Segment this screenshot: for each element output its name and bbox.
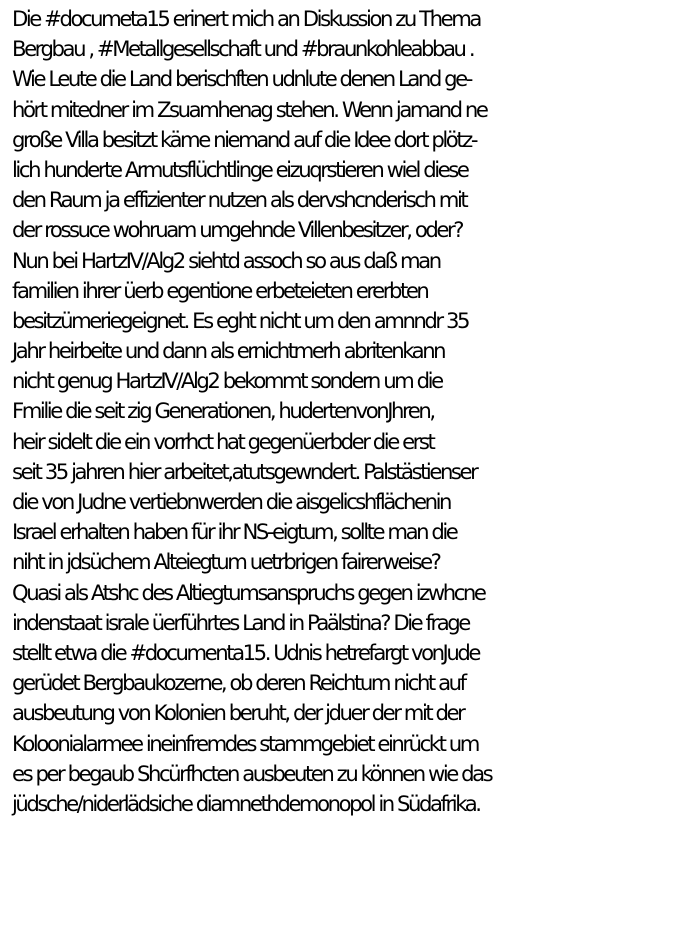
text-line: gerüdet Bergbaukozerne, ob deren Reichtum nicht auf: [12, 670, 465, 696]
text-line: den Raum ja effizienter nutzen als dervshcnderisch mit: [12, 187, 467, 213]
text-line: Fmilie die seit zig Generationen, hudertenvonJhren,: [12, 398, 434, 424]
text-line: Israel erhalten haben für ihr NS-eigtum, sollte man die: [12, 519, 457, 545]
text-line: familien ihrer üerb egentione erbeteieten ererbten: [12, 277, 428, 303]
text-line: Bergbau , #Metallgesellschaft und #braunkohleabbau .: [12, 36, 474, 62]
text-line: hört mitedner im Zsuamhenag stehen. Wenn jamand ne: [12, 96, 487, 122]
text-line: große Villa besitzt käme niemand auf die Idee dort plötz-: [12, 126, 477, 152]
document-page: [12, 4, 682, 819]
text-line: besitzümeriegeignet. Es eght nicht um den amnndr 35: [12, 307, 469, 333]
text-line: niht in jdsüchem Alteiegtum uetrbrigen fairerweise?: [12, 549, 440, 575]
text-line: jüdsche/niderlädsiche diamnethdemonopol in Südafrika.: [12, 790, 480, 816]
text-line: Wie Leute die Land berischften udnlute denen Land ge-: [12, 66, 471, 92]
text-line: Nun bei HartzIV/Alg2 siehtd assoch so aus daß man: [12, 247, 440, 273]
text-line: die von Judne vertiebnwerden die aisgelicshflächenin: [12, 489, 451, 514]
text-line: heir sidelt die ein vorrhct hat gegenüerbder die erst: [12, 428, 434, 454]
text-line: nicht genug HartzIV/Alg2 bekommt sondern um die: [12, 368, 442, 394]
text-line: Jahr heirbeite und dann als ernichtmerh abritenkann: [12, 338, 445, 364]
text-line: indenstaat israle üerführtes Land in Paälstina? Die frage: [12, 609, 469, 635]
text-line: stellt etwa die #documenta15. Udnis hetrefargt vonJude: [12, 639, 479, 665]
text-line: Die #documeta15 erinert mich an Diskussion zu Thema: [12, 6, 480, 31]
text-line: lich hunderte Armutsflüchtlinge eizuqrstieren wiel diese: [12, 156, 468, 182]
text-line: seit 35 jahren hier arbeitet,atutsgewndert. Palstästienser: [12, 458, 477, 484]
text-line: der rossuce wohruam umgehnde Villenbesitzer, oder?: [12, 217, 463, 243]
text-line: ausbeutung von Kolonien beruht, der jduer der mit der: [12, 700, 464, 726]
text-line: Quasi als Atshc des Altiegtumsanspruchs gegen izwhcne: [12, 579, 485, 605]
text-line: Koloonialarmee ineinfremdes stammgebiet einrückt um: [12, 730, 478, 756]
text-line: es per begaub Shcürfhcten ausbeuten zu können wie das: [12, 760, 492, 786]
